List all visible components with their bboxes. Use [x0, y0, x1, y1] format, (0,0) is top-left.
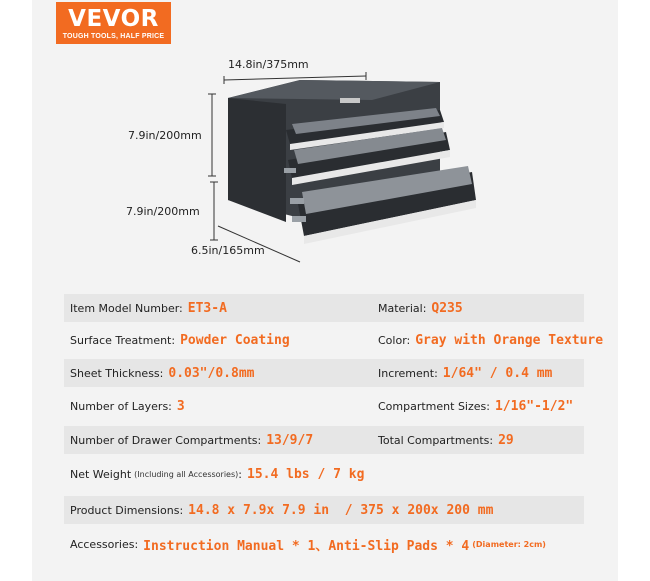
logo-tagline: TOUGH TOOLS, HALF PRICE	[62, 33, 165, 40]
height-dimension-side: 7.9in/200mm	[126, 205, 200, 218]
accessories-note: (Diameter: 2cm)	[472, 539, 546, 549]
drawer-compartments-label: Number of Drawer Compartments:	[70, 433, 262, 447]
item-model-cell	[70, 294, 227, 322]
width-dimension: 14.8in/375mm	[228, 58, 309, 71]
spec-row	[64, 460, 584, 488]
spec-row	[64, 392, 584, 420]
layers-label: Number of Layers:	[70, 399, 172, 413]
total-compartments-label: Total Compartments:	[378, 433, 494, 447]
spec-row	[64, 426, 584, 454]
layers-value: 3	[176, 398, 185, 414]
surface-cell	[70, 326, 290, 354]
net-weight-cell	[70, 460, 364, 488]
sheet-value: 0.03"/0.8mm	[168, 365, 255, 381]
color-cell	[378, 326, 603, 354]
cabinet-label-plate	[340, 98, 360, 103]
net-weight-label-suffix: :	[238, 467, 242, 481]
spec-row	[64, 359, 584, 387]
compartment-sizes-label: Compartment Sizes:	[378, 399, 490, 413]
material-cell	[378, 294, 463, 322]
material-label: Material:	[378, 301, 427, 315]
spec-row	[64, 530, 584, 558]
product-dimensions-value: 14.8 x 7.9x 7.9 in / 375 x 200x 200 mm	[188, 502, 494, 518]
drawer-compartments-cell	[70, 426, 313, 454]
layers-cell	[70, 392, 185, 420]
color-value: Gray with Orange Texture	[415, 332, 604, 348]
spec-row	[64, 326, 604, 354]
product-dimensions-label: Product Dimensions:	[70, 503, 184, 517]
accessories-value: Instruction Manual * 1、Anti-Slip Pads * 4	[143, 538, 470, 554]
total-compartments-cell	[378, 426, 514, 454]
compartment-sizes-cell	[378, 392, 573, 420]
spec-row	[64, 294, 584, 322]
net-weight-label: Net Weight	[70, 467, 132, 481]
increment-value: 1/64" / 0.4 mm	[442, 365, 553, 381]
surface-value: Powder Coating	[180, 332, 290, 348]
item-model-value: ET3-A	[187, 300, 227, 316]
spec-row	[64, 496, 584, 524]
material-value: Q235	[431, 300, 463, 316]
accessories-cell	[70, 530, 546, 558]
surface-label: Surface Treatment:	[70, 333, 176, 347]
net-weight-value: 15.4 lbs / 7 kg	[247, 466, 365, 482]
compartment-sizes-value: 1/16"-1/2"	[494, 398, 574, 414]
increment-cell	[378, 359, 552, 387]
accessories-label: Accessories:	[70, 537, 139, 551]
drill-bit-cabinet-illustration	[0, 0, 650, 290]
height-dimension-front: 7.9in/200mm	[128, 129, 202, 142]
drawer-compartments-value: 13/9/7	[266, 432, 314, 448]
logo-brand: VEVOR	[68, 6, 159, 32]
depth-dimension: 6.5in/165mm	[191, 244, 265, 257]
product-dimensions-cell	[70, 496, 493, 524]
increment-label: Increment:	[378, 366, 438, 380]
net-weight-label-note: (Including all Accessories)	[134, 469, 239, 479]
sheet-cell	[70, 359, 254, 387]
color-label: Color:	[378, 333, 411, 347]
sheet-label: Sheet Thickness:	[70, 366, 164, 380]
total-compartments-value: 29	[498, 432, 514, 448]
item-model-label: Item Model Number:	[70, 301, 183, 315]
cabinet-side	[228, 98, 286, 222]
